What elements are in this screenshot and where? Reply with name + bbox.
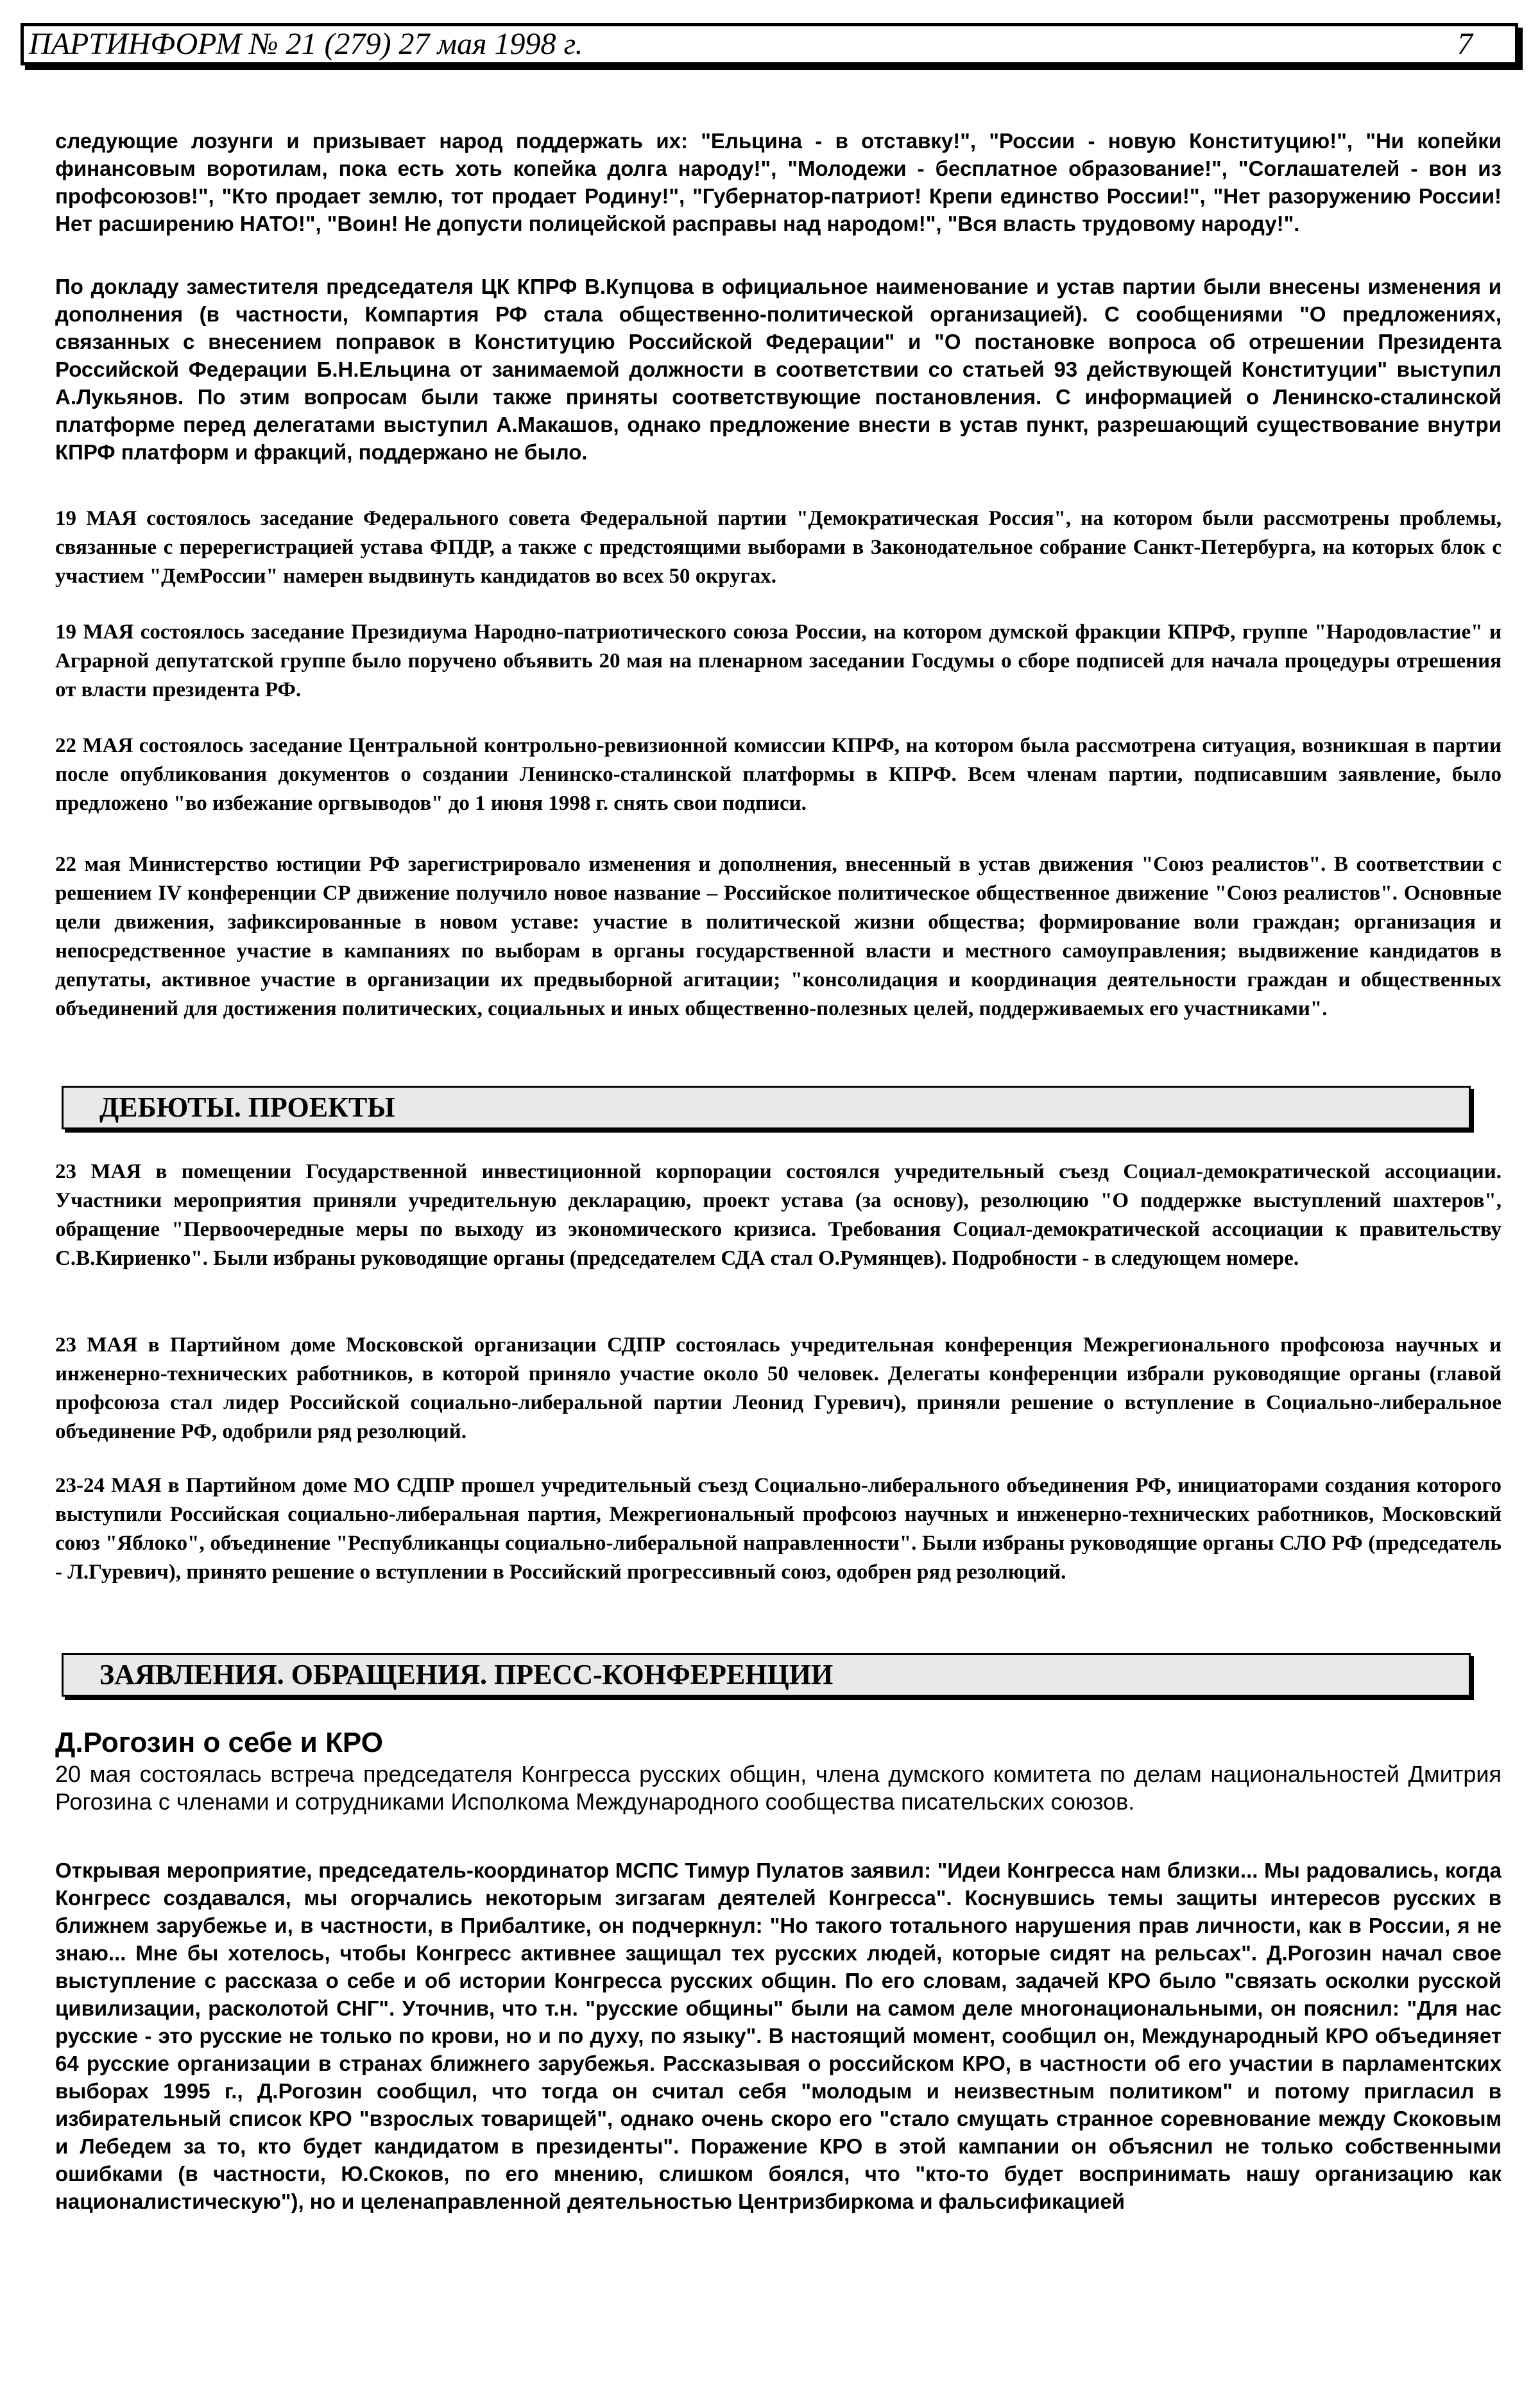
- article-title: Д.Рогозин о себе и КРО: [55, 1727, 383, 1758]
- slogans-paragraph: следующие лозунги и призывает народ поддержать их: "Ельцина - в отставку!", "России - новую Конституцию!", "Ни копейки финансовым воротилам, пока есть хоть копейка долга народу!", "Молодежи - бесплатное образование!", "Соглашателей - вон из профсоюзов!", "Кто продает землю, тот продает Родину!", "Губернатор-патриот! Крепи единство России!", "Нет разоружению России! Нет расширению НАТО!", "Воин! Не допусти полицейской расправы над народом!", "Вся власть трудовому народу!".: [55, 129, 1502, 236]
- page-header: [21, 23, 1518, 65]
- article-lead: 20 мая состоялась встреча председателя Конгресса русских общин, члена думского комитета по делам национальностей Дмитрия Рогозина с членами и сотрудниками Исполкома Международного сообщества писательских союзов.: [55, 1761, 1502, 1815]
- news-item: 19 МАЯ состоялось заседание Федерального совета Федеральной партии "Демократическая Россия", на котором были рассмотрены проблемы, связанные с перерегистрацией устава ФПДР, а также с предстоящими выборами в Законодательное собрание Санкт-Петербурга, на которых блок с участием "ДемРоссии" намерен выдвинуть кандидатов во всех 50 округах.: [55, 507, 1502, 588]
- news-item: 19 МАЯ состоялось заседание Президиума Народно-патриотического союза России, на котором думской фракции КПРФ, группе "Народовластие" и Аграрной депутатской группе было поручено объявить 20 мая на пленарном заседании Госдумы о сборе подписей для начала процедуры отрешения от власти президента РФ.: [55, 621, 1502, 701]
- news-item: 22 мая Министерство юстиции РФ зарегистрировало изменения и дополнения, внесенный в устав движения "Союз реалистов". В соответствии с решением IV конференции СР движение получило новое название – Российское политическое общественное движение "Союз реалистов". Основные цели движения, зафиксированные в новом уставе: участие в политической жизни общества; формирование воли граждан; организация и непосредственное участие в кампаниях по выборам в органы государственной власти и местного самоуправления; выдвижение кандидатов в депутаты, активное участие в организации их предвыборной агитации; "консолидация и координация деятельности граждан и общественных объединений для достижения политических, социальных и иных общественно-полезных целей, поддерживаемых его участниками".: [55, 853, 1502, 1020]
- article-body: Открывая мероприятие, председатель-координатор МСПС Тимур Пулатов заявил: "Идеи Конгресса нам близки... Мы радовались, когда Конгресс создавался, мы огорчались некоторым зигзагам деятелей Конгресса". Коснувшись темы защиты интересов русских в ближнем зарубежье и, в частности, в Прибалтике, он подчеркнул: "Но такого тотального нарушения прав личности, как в России, я не знаю... Мне бы хотелось, чтобы Конгресс активнее защищал тех русских людей, которые сидят на рельсах". Д.Рогозин начал свое выступление с рассказа о себе и об истории Конгресса русских общин. По его словам, задачей КРО было "связать осколки русской цивилизации, расколотой СНГ". Уточнив, что т.н. "русские общины" были на самом деле многонациональными, он пояснил: "Для нас русские - это русские не только по крови, но и по духу, по языку". В настоящий момент, сообщил он, Международный КРО объединяет 64 русские организации в странах ближнего зарубежья. Рассказывая о российском КРО, в частности об его участии в парламентских выборах 1995 г., Д.Рогозин сообщил, что тогда он считал себя "молодым и неизвестным политиком" и потому пригласил в избирательный список КРО "взрослых товарищей", однако очень скоро его "стало смущать странное соревнование между Скоковым и Лебедем за то, кто будет кандидатом в президенты". Поражение КРО в этой кампании он объяснил не только собственными ошибками (в частности, Ю.Скоков, по его мнению, слишком боялся, что "кто-то будет воспринимать нашу организацию как националистическую"), но и целенаправленной деятельностью Центризбиркома и фальсификацией: [55, 1858, 1502, 2213]
- section-heading-statements: [62, 1653, 1471, 1697]
- debut-item: 23 МАЯ в Партийном доме Московской организации СДПР состоялась учредительная конференция Межрегионального профсоюза научных и инженерно-технических работников, в которой приняло участие около 50 человек. Делегаты конференции избрали руководящие органы (главой профсоюза стал лидер Российской социально-либеральной партии Леонид Гуревич), приняли решение о вступление в Социально-либеральное объединение РФ, одобрили ряд резолюций.: [55, 1333, 1502, 1443]
- page-number: 7: [1457, 27, 1473, 61]
- debut-item: 23 МАЯ в помещении Государственной инвестиционной корпорации состоялся учредительный съезд Социал-демократической ассоциации. Участники мероприятия приняли учредительную декларацию, проект устава (за основу), резолюцию "О поддержке выступлений шахтеров", обращение "Первоочередные меры по выходу из экономического кризиса. Требования Социал-демократической ассоциации к правительству С.В.Кириенко". Были избраны руководящие органы (председателем СДА стал О.Румянцев). Подробности - в следующем номере.: [55, 1160, 1502, 1270]
- section-title: ДЕБЮТЫ. ПРОЕКТЫ: [99, 1092, 395, 1123]
- kupcov-paragraph: По докладу заместителя председателя ЦК КПРФ В.Купцова в официальное наименование и устав партии были внесены изменения и дополнения (в частности, Компартия РФ стала общественно-политической организацией). С сообщениями "О предложениях, связанных с внесением поправок в Конституцию Российской Федерации" и "О постановке вопроса об отрешении Президента Российской Федерации Б.Н.Ельцина от занимаемой должности в соответствии со статьей 93 действующей Конституции" выступил А.Лукьянов. По этим вопросам были также приняты соответствующие постановления. С информацией о Ленинско-сталинской платформе перед делегатами выступил А.Макашов, однако предложение внести в устав пункт, разрешающий существование внутри КПРФ платформ и фракций, поддержано не было.: [55, 275, 1502, 464]
- news-item: 22 МАЯ состоялось заседание Центральной контрольно-ревизионной комиссии КПРФ, на котором была рассмотрена ситуация, возникшая в партии после опубликования документов о создании Ленинско-сталинской платформы в КПРФ. Всем членам партии, подписавшим заявление, было предложено "во избежание оргвыводов" до 1 июня 1998 г. снять свои подписи.: [55, 734, 1502, 815]
- publication-title: ПАРТИНФОРМ № 21 (279) 27 мая 1998 г.: [29, 27, 583, 61]
- section-heading-debuts: [62, 1086, 1471, 1129]
- section-title: ЗАЯВЛЕНИЯ. ОБРАЩЕНИЯ. ПРЕСС-КОНФЕРЕНЦИИ: [99, 1659, 834, 1690]
- debut-item: 23-24 МАЯ в Партийном доме МО СДПР прошел учредительный съезд Социально-либерального объединения РФ, инициаторами создания которого выступили Российская социально-либеральная партия, Межрегиональный профсоюз научных и инженерно-технических работников, Московский союз "Яблоко", объединение "Республиканцы социально-либеральной направленности". Были избраны руководящие органы СЛО РФ (председатель - Л.Гуревич), принято решение о вступлении в Российский прогрессивный союз, одобрен ряд резолюций.: [55, 1474, 1502, 1584]
